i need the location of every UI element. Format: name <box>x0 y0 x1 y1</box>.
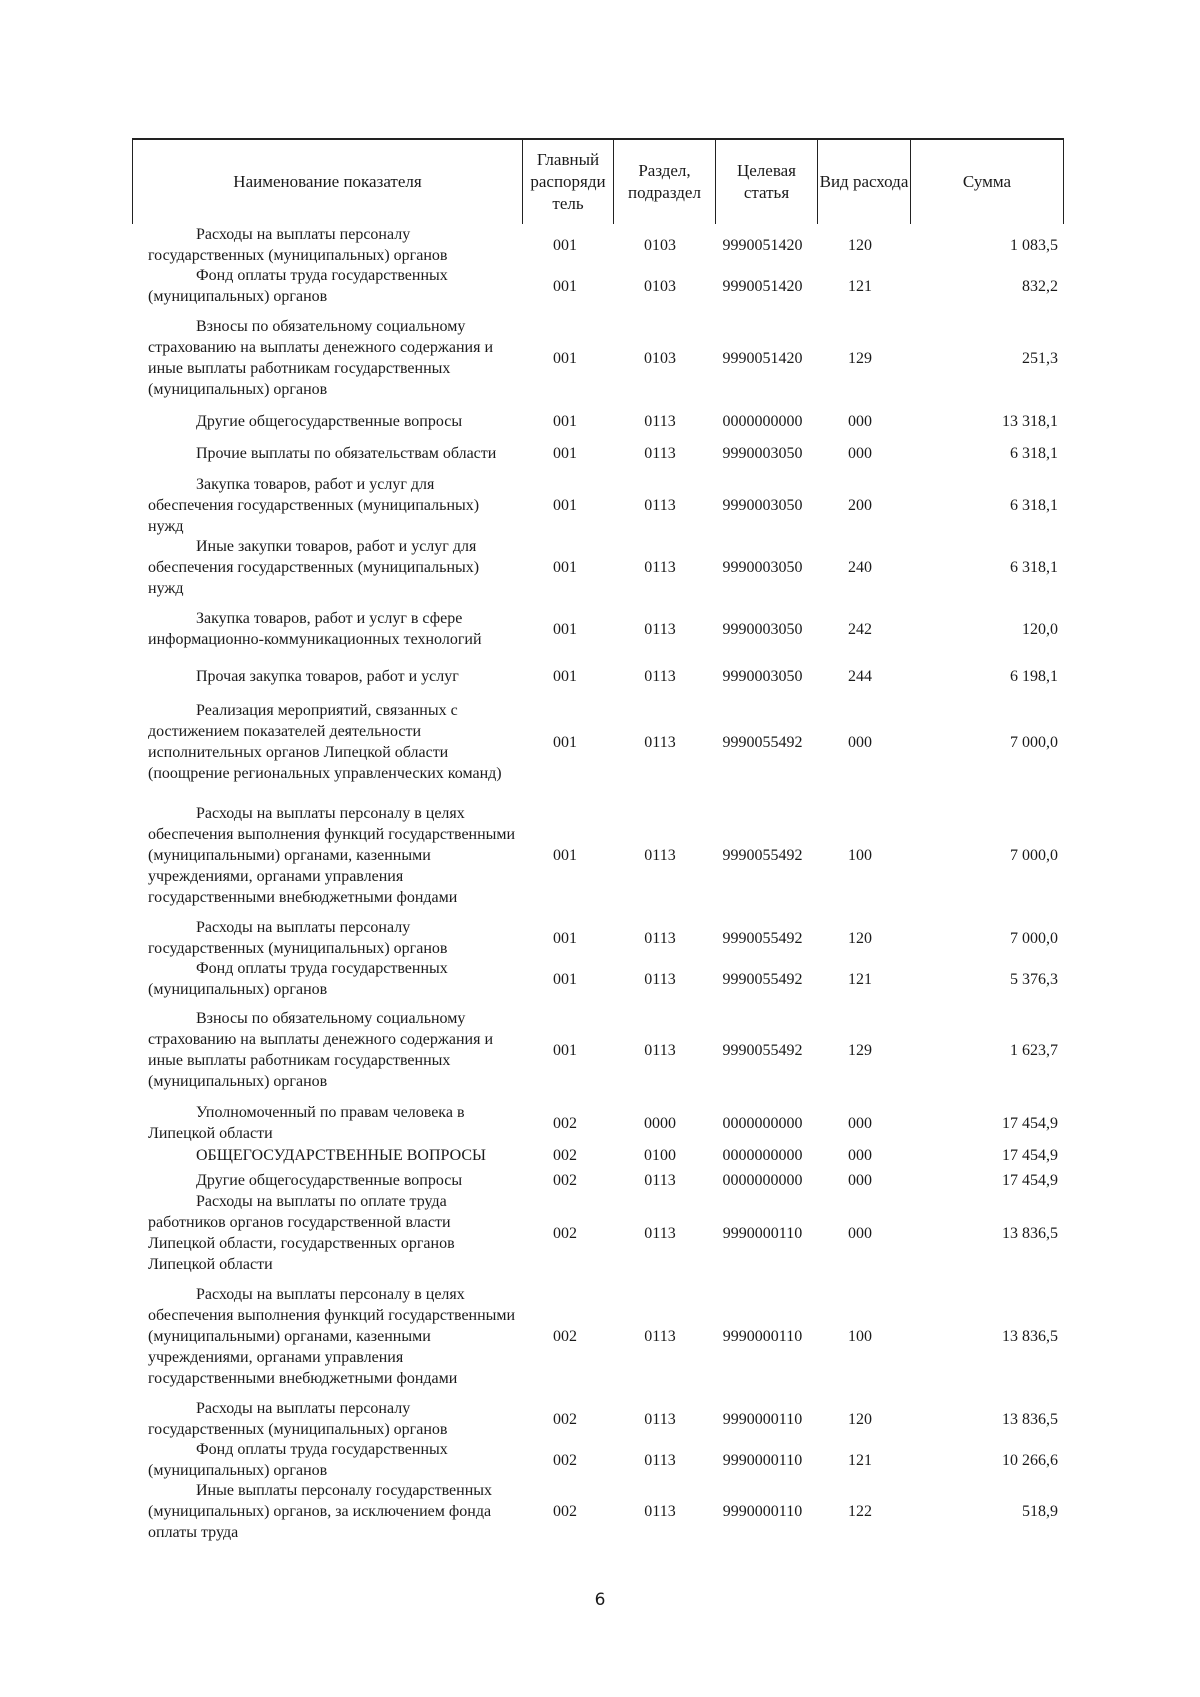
table-row <box>0 958 1200 1000</box>
row-expense-type: 000 <box>848 1146 872 1164</box>
row-main-manager: 001 <box>553 558 577 576</box>
row-expense-type: 129 <box>848 1041 872 1059</box>
table-row <box>0 265 1200 307</box>
table-row <box>0 1144 1200 1166</box>
row-target: 9990055492 <box>722 929 803 947</box>
table-row <box>0 441 1200 465</box>
row-expense-type: 000 <box>848 1171 872 1189</box>
row-name: Расходы на выплаты персоналу в целях обеспечения выполнения функций государственными (муниципальными) органами, казенными учреждениями, органами управления государственными внебюджетными фондами <box>148 804 516 906</box>
table-row <box>0 917 1200 959</box>
row-target: 9990000110 <box>722 1502 803 1520</box>
row-section: 0113 <box>644 733 676 751</box>
row-expense-type: 000 <box>848 412 872 430</box>
row-section: 0103 <box>644 349 676 367</box>
row-section: 0113 <box>644 1410 676 1428</box>
row-target: 0000000000 <box>722 1114 803 1132</box>
row-expense-type: 120 <box>848 236 872 254</box>
header-target: Целевая статья <box>715 138 817 224</box>
table-row <box>0 1284 1200 1389</box>
row-main-manager: 002 <box>553 1171 577 1189</box>
row-main-manager: 001 <box>553 1041 577 1059</box>
row-target: 9990003050 <box>722 620 803 638</box>
row-main-manager: 001 <box>553 733 577 751</box>
row-expense-type: 244 <box>848 667 872 685</box>
row-name: Иные выплаты персоналу государственных (муниципальных) органов, за исключением фонда оплаты труда <box>148 1481 493 1541</box>
row-sum: 13 836,5 <box>1002 1410 1058 1428</box>
row-section: 0113 <box>644 412 676 430</box>
header-expense-type: Вид расхода <box>817 138 910 224</box>
table-row <box>0 1102 1200 1144</box>
row-expense-type: 100 <box>848 846 872 864</box>
row-target: 0000000000 <box>722 1146 803 1164</box>
row-sum: 832,2 <box>1022 277 1058 295</box>
row-section: 0113 <box>644 1171 676 1189</box>
row-section: 0113 <box>644 1224 676 1242</box>
row-sum: 1 083,5 <box>1010 236 1058 254</box>
row-main-manager: 002 <box>553 1327 577 1345</box>
row-target: 0000000000 <box>722 1171 803 1189</box>
row-target: 9990000110 <box>722 1451 803 1469</box>
row-name: Закупка товаров, работ и услуг в сфере информационно-коммуникационных технологий <box>148 610 482 648</box>
row-sum: 5 376,3 <box>1010 970 1058 988</box>
table-row <box>0 1439 1200 1481</box>
row-target: 9990055492 <box>722 1041 803 1059</box>
row-target: 9990003050 <box>722 444 803 462</box>
row-main-manager: 001 <box>553 620 577 638</box>
row-name: Фонд оплаты труда государственных (муниципальных) органов <box>148 960 448 998</box>
row-target: 9990000110 <box>722 1224 803 1242</box>
row-expense-type: 240 <box>848 558 872 576</box>
row-section: 0113 <box>644 620 676 638</box>
row-expense-type: 000 <box>848 1224 872 1242</box>
row-main-manager: 001 <box>553 970 577 988</box>
row-name: Взносы по обязательному социальному страхованию на выплаты денежного содержания и иные выплаты работникам государственных (муниципальных) органов <box>148 318 494 398</box>
table-row <box>0 224 1200 266</box>
header-sum: Сумма <box>910 138 1064 224</box>
row-target: 9990055492 <box>722 970 803 988</box>
row-target: 9990003050 <box>722 667 803 685</box>
row-target: 9990051420 <box>722 349 803 367</box>
row-target: 9990055492 <box>722 733 803 751</box>
row-name: Прочая закупка товаров, работ и услуг <box>196 667 459 685</box>
row-section: 0113 <box>644 1041 676 1059</box>
row-section: 0000 <box>644 1114 676 1132</box>
row-main-manager: 002 <box>553 1502 577 1520</box>
table-row <box>0 316 1200 400</box>
row-name: Реализация мероприятий, связанных с достижением показателей деятельности исполнительных органов Липецкой области (поощрение региональных управленческих команд) <box>148 702 502 782</box>
row-main-manager: 001 <box>553 236 577 254</box>
row-main-manager: 001 <box>553 444 577 462</box>
row-section: 0113 <box>644 929 676 947</box>
row-expense-type: 200 <box>848 496 872 514</box>
row-expense-type: 100 <box>848 1327 872 1345</box>
row-name: Расходы на выплаты персоналу в целях обеспечения выполнения функций государственными (муниципальными) органами, казенными учреждениями, органами управления государственными внебюджетными фондами <box>148 1285 516 1387</box>
row-main-manager: 002 <box>553 1410 577 1428</box>
row-sum: 6 318,1 <box>1010 444 1058 462</box>
row-expense-type: 242 <box>848 620 872 638</box>
row-section: 0113 <box>644 667 676 685</box>
row-section: 0113 <box>644 558 676 576</box>
header-main-manager: Главный распоряди тель <box>522 138 613 224</box>
row-section: 0113 <box>644 444 676 462</box>
row-name: Иные закупки товаров, работ и услуг для обеспечения государственных (муниципальных) нужд <box>148 537 480 597</box>
row-sum: 7 000,0 <box>1010 846 1058 864</box>
row-target: 9990000110 <box>722 1327 803 1345</box>
row-name: Расходы на выплаты персоналу государственных (муниципальных) органов <box>148 919 448 957</box>
row-section: 0113 <box>644 496 676 514</box>
row-section: 0103 <box>644 277 676 295</box>
row-expense-type: 000 <box>848 733 872 751</box>
row-name: Другие общегосударственные вопросы <box>196 1171 463 1189</box>
table-row <box>0 1169 1200 1191</box>
row-sum: 13 836,5 <box>1002 1327 1058 1345</box>
table-row <box>0 803 1200 908</box>
row-name: Фонд оплаты труда государственных (муниципальных) органов <box>148 1441 448 1479</box>
row-name: Прочие выплаты по обязательствам области <box>196 444 497 462</box>
row-expense-type: 120 <box>848 929 872 947</box>
row-name: Закупка товаров, работ и услуг для обеспечения государственных (муниципальных) нужд <box>148 475 480 535</box>
table-row <box>0 474 1200 537</box>
header-name: Наименование показателя <box>132 138 522 224</box>
row-expense-type: 122 <box>848 1502 872 1520</box>
row-target: 9990055492 <box>722 846 803 864</box>
table-row <box>0 409 1200 433</box>
row-name: Уполномоченный по правам человека в Липецкой области <box>148 1104 465 1142</box>
row-main-manager: 001 <box>553 412 577 430</box>
row-main-manager: 001 <box>553 496 577 514</box>
row-sum: 13 318,1 <box>1002 412 1058 430</box>
row-main-manager: 001 <box>553 846 577 864</box>
table-row <box>0 1480 1200 1543</box>
row-expense-type: 121 <box>848 970 872 988</box>
row-expense-type: 120 <box>848 1410 872 1428</box>
row-sum: 1 623,7 <box>1010 1041 1058 1059</box>
row-name: Фонд оплаты труда государственных (муниципальных) органов <box>148 267 448 305</box>
row-sum: 6 318,1 <box>1010 496 1058 514</box>
row-expense-type: 129 <box>848 349 872 367</box>
row-section: 0103 <box>644 236 676 254</box>
row-sum: 17 454,9 <box>1002 1171 1058 1189</box>
row-section: 0100 <box>644 1146 676 1164</box>
row-name: Взносы по обязательному социальному страхованию на выплаты денежного содержания и иные выплаты работникам государственных (муниципальных) органов <box>148 1010 494 1090</box>
row-target: 9990003050 <box>722 496 803 514</box>
row-section: 0113 <box>644 1502 676 1520</box>
row-main-manager: 001 <box>553 667 577 685</box>
row-sum: 7 000,0 <box>1010 929 1058 947</box>
row-name: Расходы на выплаты по оплате труда работников органов государственной власти Липецкой области, государственных органов Липецкой области <box>148 1193 455 1273</box>
row-sum: 13 836,5 <box>1002 1224 1058 1242</box>
row-sum: 10 266,6 <box>1002 1451 1058 1469</box>
table-row <box>0 1008 1200 1092</box>
row-name: Другие общегосударственные вопросы <box>196 412 463 430</box>
row-main-manager: 002 <box>553 1451 577 1469</box>
row-target: 9990051420 <box>722 236 803 254</box>
row-sum: 251,3 <box>1022 349 1058 367</box>
table-row <box>0 1191 1200 1275</box>
row-sum: 120,0 <box>1022 620 1058 638</box>
page-number: 6 <box>594 1590 606 1610</box>
row-main-manager: 002 <box>553 1224 577 1242</box>
table-row <box>0 536 1200 599</box>
row-section: 0113 <box>644 1451 676 1469</box>
row-section: 0113 <box>644 1327 676 1345</box>
row-expense-type: 000 <box>848 444 872 462</box>
table-row <box>0 1398 1200 1440</box>
table-row <box>0 699 1200 786</box>
row-sum: 6 318,1 <box>1010 558 1058 576</box>
row-target: 9990051420 <box>722 277 803 295</box>
row-main-manager: 002 <box>553 1114 577 1132</box>
row-target: 0000000000 <box>722 412 803 430</box>
row-name: Расходы на выплаты персоналу государственных (муниципальных) органов <box>148 226 448 264</box>
row-name: Расходы на выплаты персоналу государственных (муниципальных) органов <box>148 1400 448 1438</box>
row-main-manager: 002 <box>553 1146 577 1164</box>
header-section: Раздел, подраздел <box>613 138 715 224</box>
table-row <box>0 608 1200 650</box>
row-main-manager: 001 <box>553 349 577 367</box>
row-main-manager: 001 <box>553 277 577 295</box>
row-section: 0113 <box>644 846 676 864</box>
row-target: 9990000110 <box>722 1410 803 1428</box>
row-expense-type: 121 <box>848 277 872 295</box>
row-main-manager: 001 <box>553 929 577 947</box>
row-sum: 17 454,9 <box>1002 1114 1058 1132</box>
row-sum: 7 000,0 <box>1010 733 1058 751</box>
row-name: ОБЩЕГОСУДАРСТВЕННЫЕ ВОПРОСЫ <box>196 1146 486 1164</box>
row-expense-type: 000 <box>848 1114 872 1132</box>
row-sum: 6 198,1 <box>1010 667 1058 685</box>
table-row <box>0 664 1200 688</box>
row-sum: 17 454,9 <box>1002 1146 1058 1164</box>
row-target: 9990003050 <box>722 558 803 576</box>
row-section: 0113 <box>644 970 676 988</box>
row-sum: 518,9 <box>1022 1502 1058 1520</box>
row-expense-type: 121 <box>848 1451 872 1469</box>
